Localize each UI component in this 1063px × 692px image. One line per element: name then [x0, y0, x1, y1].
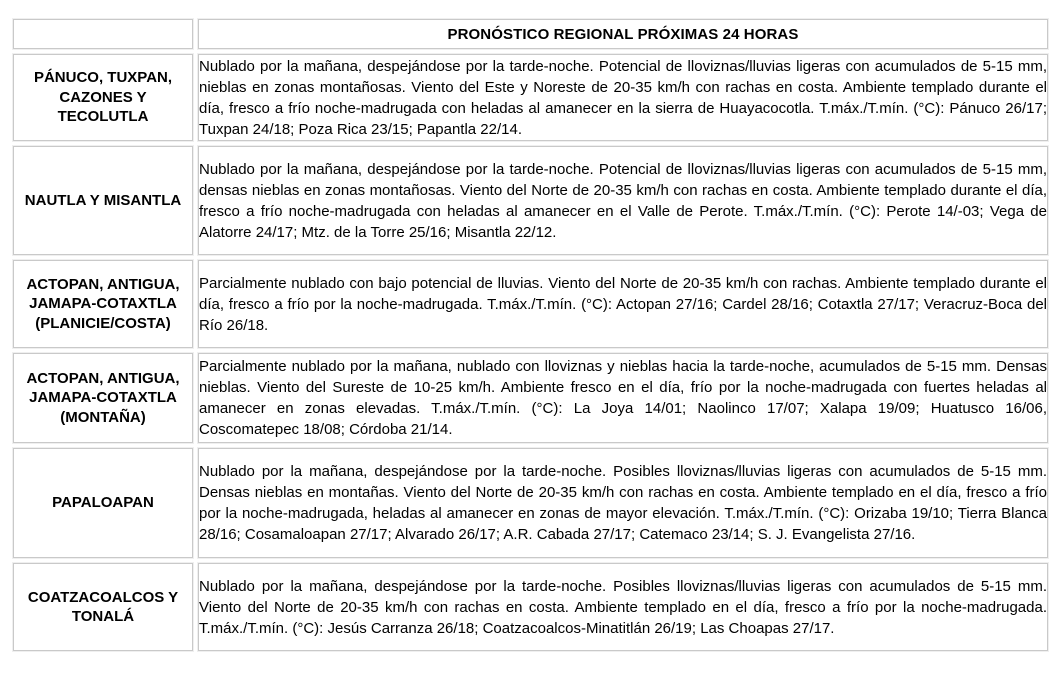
- table-row: [13, 563, 1048, 651]
- region-name: ACTOPAN, ANTIGUA, JAMAPA-COTAXTLA (PLANICIE/COSTA): [13, 260, 193, 348]
- region-name: PÁNUCO, TUXPAN, CAZONES Y TECOLUTLA: [13, 54, 193, 141]
- region-name: PAPALOAPAN: [13, 448, 193, 558]
- region-forecast: Nublado por la mañana, despejándose por la tarde-noche. Posibles lloviznas/lluvias ligeras con acumulados de 5-15 mm. Densas nieblas en montañas. Viento del Norte de 20-35 km/h con rachas en costa. Ambiente templado en el día, fresco a frío por la noche-madrugada, heladas al amanecer en zonas de mayor elevación. T.máx./T.mín. (°C): Orizaba 19/10; Tierra Blanca 28/16; Cosamaloapan 27/17; Alvarado 26/17; A.R. Cabada 27/17; Catemaco 23/14; S. J. Evangelista 27/16.: [198, 448, 1048, 558]
- header-corner-cell: [13, 19, 193, 49]
- region-name: ACTOPAN, ANTIGUA, JAMAPA-COTAXTLA (MONTAÑA): [13, 353, 193, 443]
- region-name: COATZACOALCOS Y TONALÁ: [13, 563, 193, 651]
- header-row: [13, 19, 1048, 49]
- table-title: PRONÓSTICO REGIONAL PRÓXIMAS 24 HORAS: [198, 19, 1048, 49]
- forecast-table: [8, 14, 1053, 656]
- table-row: [13, 448, 1048, 558]
- table-row: [13, 260, 1048, 348]
- region-forecast: Parcialmente nublado con bajo potencial de lluvias. Viento del Norte de 20-35 km/h con rachas. Ambiente templado durante el día, fresco a frío por la noche-madrugada. T.máx./T.mín. (°C): Actopan 27/16; Cardel 28/16; Cotaxtla 27/17; Veracruz-Boca del Río 26/18.: [198, 260, 1048, 348]
- region-forecast: Nublado por la mañana, despejándose por la tarde-noche. Potencial de lloviznas/lluvias ligeras con acumulados de 5-15 mm, densas nieblas en zonas montañosas. Viento del Norte de 20-35 km/h con rachas en costa. Ambiente templado durante el día, fresco a frío noche-madrugada con heladas al amanecer en el Valle de Perote. T.máx./T.mín. (°C): Perote 14/-03; Vega de Alatorre 24/17; Mtz. de la Torre 25/16; Misantla 22/12.: [198, 146, 1048, 255]
- region-forecast: Nublado por la mañana, despejándose por la tarde-noche. Potencial de lloviznas/lluvias ligeras con acumulados de 5-15 mm, nieblas en zonas montañosas. Viento del Este y Noreste de 20-35 km/h con rachas en costa. Ambiente templado durante el día, fresco a frío noche-madrugada con heladas al amanecer en la sierra de Huayacocotla. T.máx./T.mín. (°C): Pánuco 26/17; Tuxpan 24/18; Poza Rica 23/15; Papantla 22/14.: [198, 54, 1048, 141]
- region-forecast: Nublado por la mañana, despejándose por la tarde-noche. Posibles lloviznas/lluvias ligeras con acumulados de 5-15 mm. Viento del Norte de 20-35 km/h con rachas en costa. Ambiente templado en el día, fresco a frío por la noche-madrugada. T.máx./T.mín. (°C): Jesús Carranza 26/18; Coatzacoalcos-Minatitlán 26/19; Las Choapas 27/17.: [198, 563, 1048, 651]
- region-name: NAUTLA Y MISANTLA: [13, 146, 193, 255]
- region-forecast: Parcialmente nublado por la mañana, nublado con lloviznas y nieblas hacia la tarde-noche, acumulados de 5-15 mm. Densas nieblas. Viento del Sureste de 10-25 km/h. Ambiente fresco en el día, frío por la noche-madrugada con fuertes heladas al amanecer en zonas elevadas. T.máx./T.mín. (°C): La Joya 14/01; Naolinco 17/07; Xalapa 19/09; Huatusco 16/06, Coscomatepec 18/08; Córdoba 21/14.: [198, 353, 1048, 443]
- table-row: [13, 353, 1048, 443]
- table-row: [13, 54, 1048, 141]
- table-row: [13, 146, 1048, 255]
